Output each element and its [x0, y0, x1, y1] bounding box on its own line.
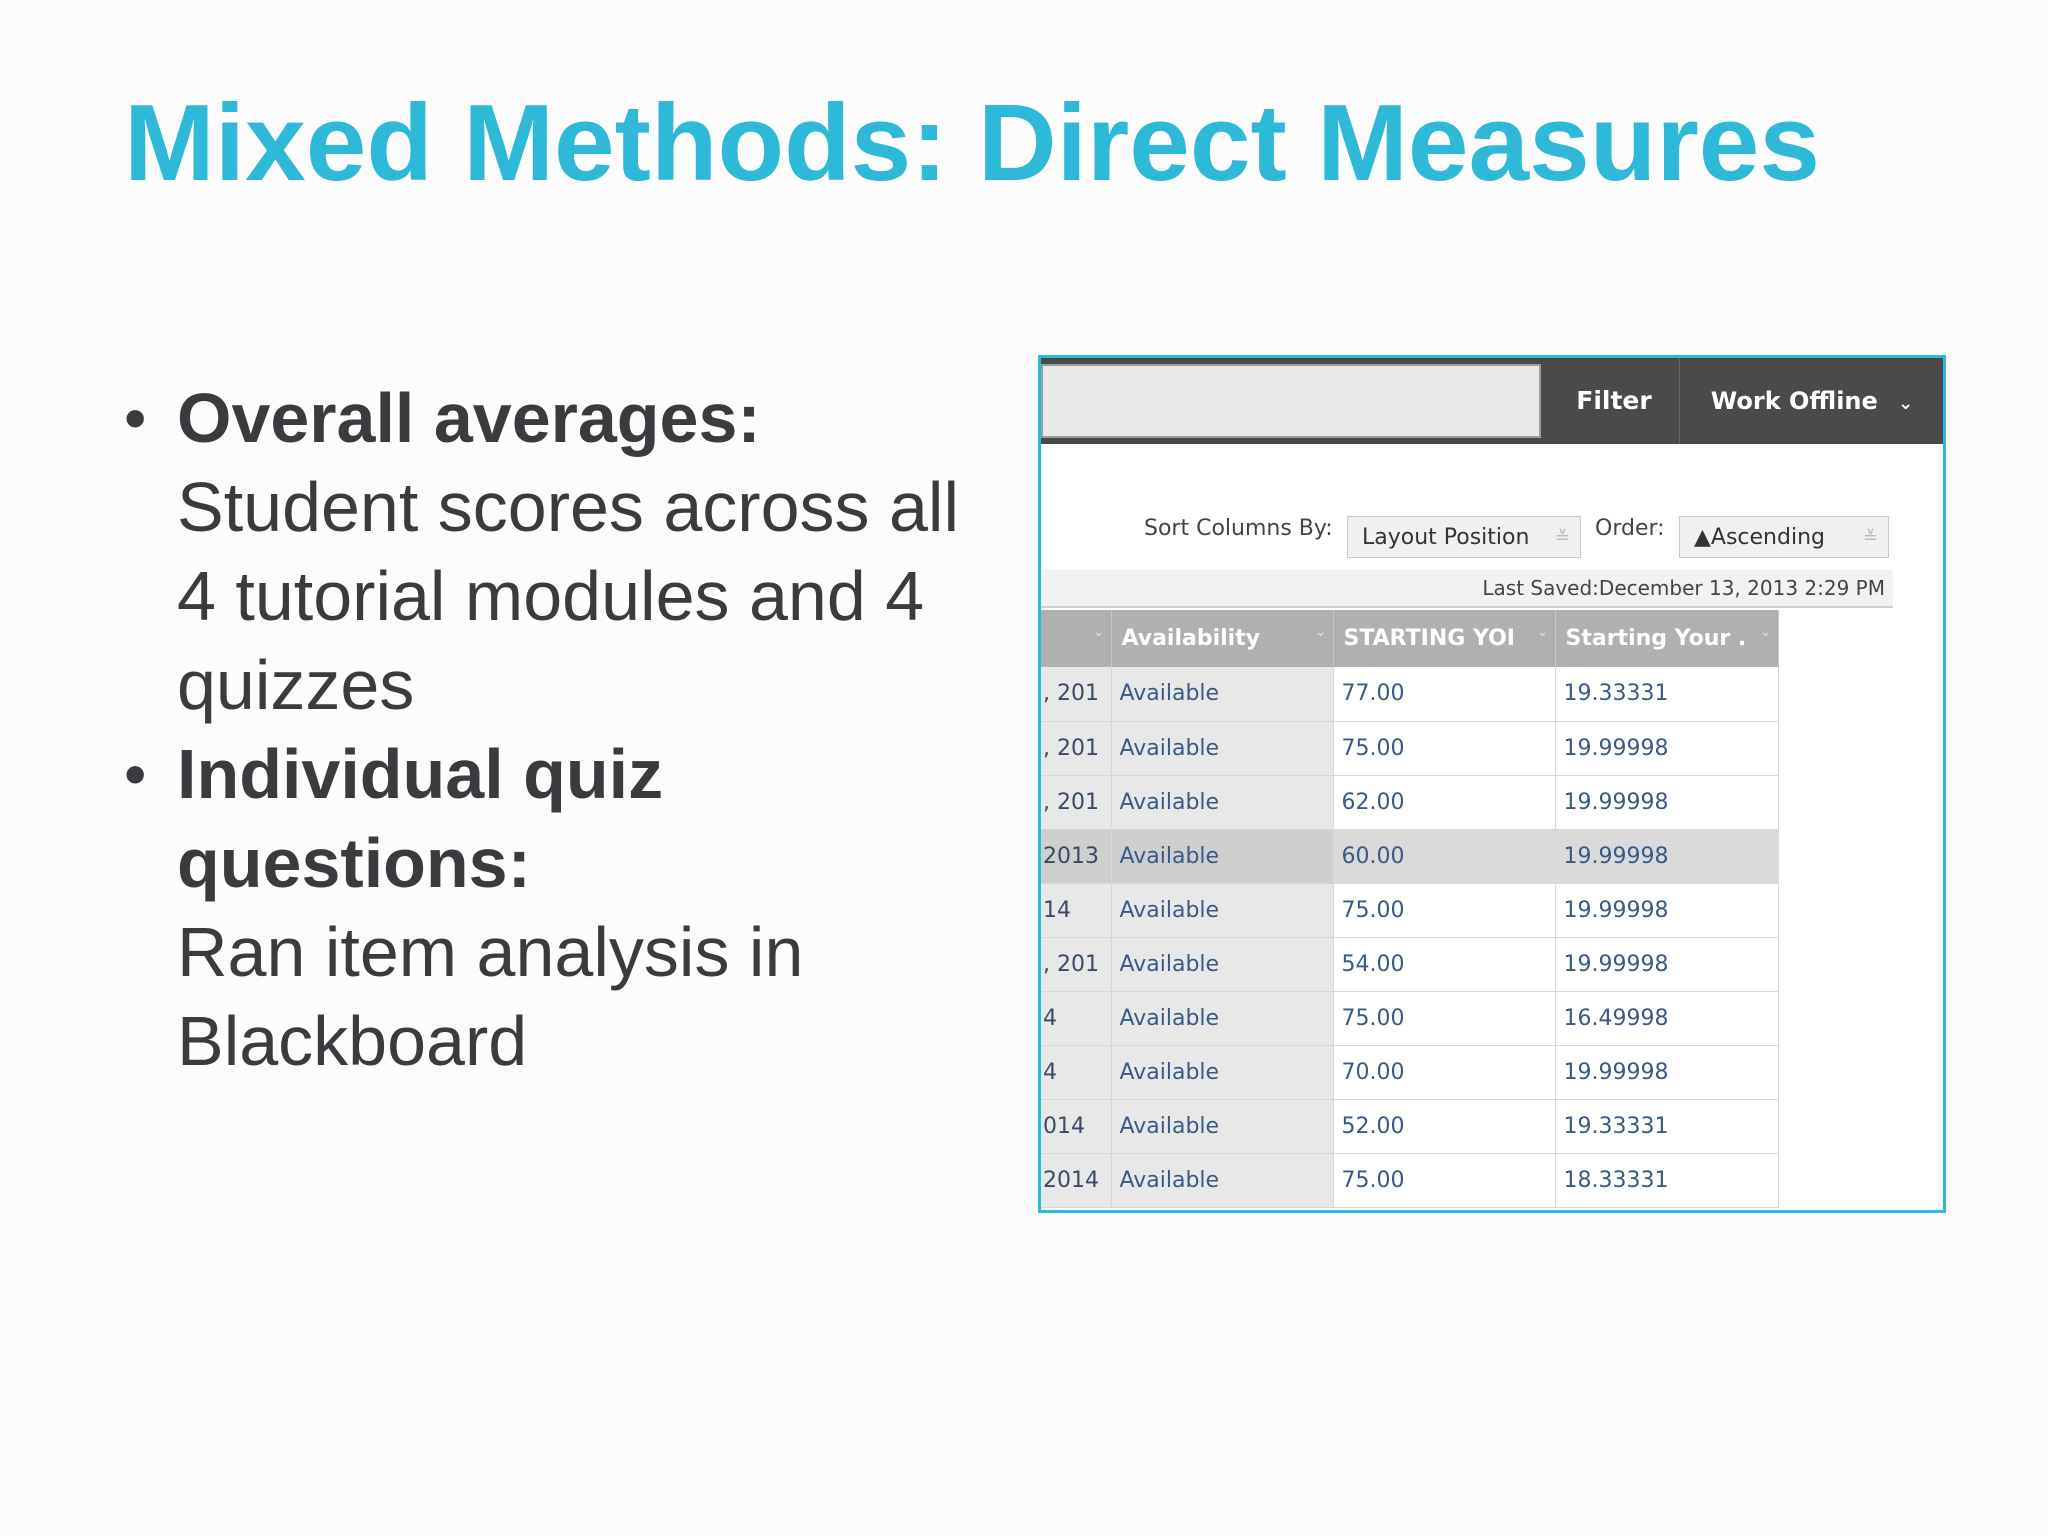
- grade-cell[interactable]: 19.99998: [1555, 829, 1778, 883]
- date-cell: 2014: [1041, 1153, 1111, 1207]
- bullet-dot-icon: •: [124, 382, 147, 454]
- sort-columns-label: Sort Columns By:: [1144, 516, 1333, 541]
- table-row: [1041, 721, 1778, 775]
- availability-cell: Available: [1111, 937, 1333, 991]
- work-offline-button[interactable]: [1681, 358, 1943, 444]
- availability-cell: Available: [1111, 1045, 1333, 1099]
- bullet-overall-averages: [124, 374, 984, 730]
- availability-cell: Available: [1111, 667, 1333, 721]
- search-input[interactable]: [1041, 364, 1541, 438]
- chevron-down-icon[interactable]: ⌄: [1759, 624, 1772, 640]
- bullet-body: Student scores across all 4 tutorial modules and 4 quizzes: [177, 468, 960, 724]
- sort-columns-value: Layout Position: [1362, 525, 1530, 550]
- availability-cell: Available: [1111, 991, 1333, 1045]
- grade-cell[interactable]: 19.99998: [1555, 937, 1778, 991]
- date-cell: 014: [1041, 1099, 1111, 1153]
- bullet-heading: Overall averages:: [177, 379, 761, 457]
- order-value: ▲Ascending: [1694, 525, 1825, 550]
- grade-cell[interactable]: 75.00: [1333, 883, 1555, 937]
- grade-cell[interactable]: 77.00: [1333, 667, 1555, 721]
- grade-cell[interactable]: 19.99998: [1555, 883, 1778, 937]
- chevron-down-icon: ⌄: [1898, 393, 1914, 414]
- blackboard-screenshot: [1038, 355, 1946, 1213]
- grade-cell[interactable]: 19.99998: [1555, 1045, 1778, 1099]
- grade-cell[interactable]: 75.00: [1333, 1153, 1555, 1207]
- chevron-down-icon[interactable]: ⌄: [1314, 624, 1327, 640]
- date-cell: , 201: [1041, 775, 1111, 829]
- grade-cell[interactable]: 75.00: [1333, 721, 1555, 775]
- date-cell: 2013: [1041, 829, 1111, 883]
- bullet-dot-icon: •: [124, 738, 147, 810]
- double-chevron-down-icon: ≚: [1862, 527, 1878, 548]
- grade-cell[interactable]: 75.00: [1333, 991, 1555, 1045]
- bullet-heading: Individual quiz questions:: [177, 735, 664, 902]
- column-header-starting[interactable]: STARTING YOI ⌄: [1333, 610, 1555, 667]
- table-header-row: [1041, 610, 1778, 667]
- table-row: [1041, 991, 1778, 1045]
- table-row: [1041, 937, 1778, 991]
- chevron-down-icon[interactable]: ⌄: [1092, 624, 1105, 640]
- date-cell: , 201: [1041, 721, 1111, 775]
- grade-cell[interactable]: 54.00: [1333, 937, 1555, 991]
- grade-cell[interactable]: 19.33331: [1555, 1099, 1778, 1153]
- sort-columns-select[interactable]: [1347, 516, 1581, 558]
- toolbar: [1041, 358, 1943, 444]
- grade-cell[interactable]: 62.00: [1333, 775, 1555, 829]
- double-chevron-down-icon: ≚: [1554, 527, 1570, 548]
- bullet-list: [124, 374, 984, 1086]
- table-row: [1041, 1099, 1778, 1153]
- grade-center-table: [1041, 610, 1779, 1208]
- grade-cell[interactable]: 19.99998: [1555, 775, 1778, 829]
- grade-cell[interactable]: 19.99998: [1555, 721, 1778, 775]
- bullet-individual-quiz: [124, 730, 984, 1086]
- date-cell: 4: [1041, 1045, 1111, 1099]
- work-offline-label: Work Offline: [1710, 387, 1878, 415]
- date-cell: , 201: [1041, 667, 1111, 721]
- grade-cell[interactable]: 16.49998: [1555, 991, 1778, 1045]
- grade-cell[interactable]: 70.00: [1333, 1045, 1555, 1099]
- bullet-body: Ran item analysis in Blackboard: [177, 913, 804, 1080]
- column-header-starting-your[interactable]: Starting Your . ⌄: [1555, 610, 1778, 667]
- order-select[interactable]: [1679, 516, 1889, 558]
- table-row: [1041, 883, 1778, 937]
- grade-cell[interactable]: 18.33331: [1555, 1153, 1778, 1207]
- last-saved-bar: [1041, 570, 1893, 608]
- slide-title: Mixed Methods: Direct Measures: [124, 82, 1820, 204]
- availability-cell: Available: [1111, 883, 1333, 937]
- grade-cell[interactable]: 19.33331: [1555, 667, 1778, 721]
- column-header-availability[interactable]: Availability ⌄: [1111, 610, 1333, 667]
- availability-cell: Available: [1111, 1153, 1333, 1207]
- chevron-down-icon[interactable]: ⌄: [1536, 624, 1549, 640]
- table-row: [1041, 775, 1778, 829]
- order-label: Order:: [1595, 516, 1665, 541]
- date-cell: , 201: [1041, 937, 1111, 991]
- availability-cell: Available: [1111, 829, 1333, 883]
- date-cell: 4: [1041, 991, 1111, 1045]
- date-cell: 14: [1041, 883, 1111, 937]
- grade-cell[interactable]: 60.00: [1333, 829, 1555, 883]
- grade-cell[interactable]: 52.00: [1333, 1099, 1555, 1153]
- table-row: [1041, 1153, 1778, 1207]
- column-header-date[interactable]: [1041, 610, 1111, 667]
- table-row: [1041, 1045, 1778, 1099]
- last-saved-text: Last Saved:December 13, 2013 2:29 PM: [1482, 576, 1885, 600]
- filter-button[interactable]: Filter: [1549, 358, 1680, 444]
- table-row: [1041, 829, 1778, 883]
- availability-cell: Available: [1111, 1099, 1333, 1153]
- table-row: [1041, 667, 1778, 721]
- availability-cell: Available: [1111, 775, 1333, 829]
- availability-cell: Available: [1111, 721, 1333, 775]
